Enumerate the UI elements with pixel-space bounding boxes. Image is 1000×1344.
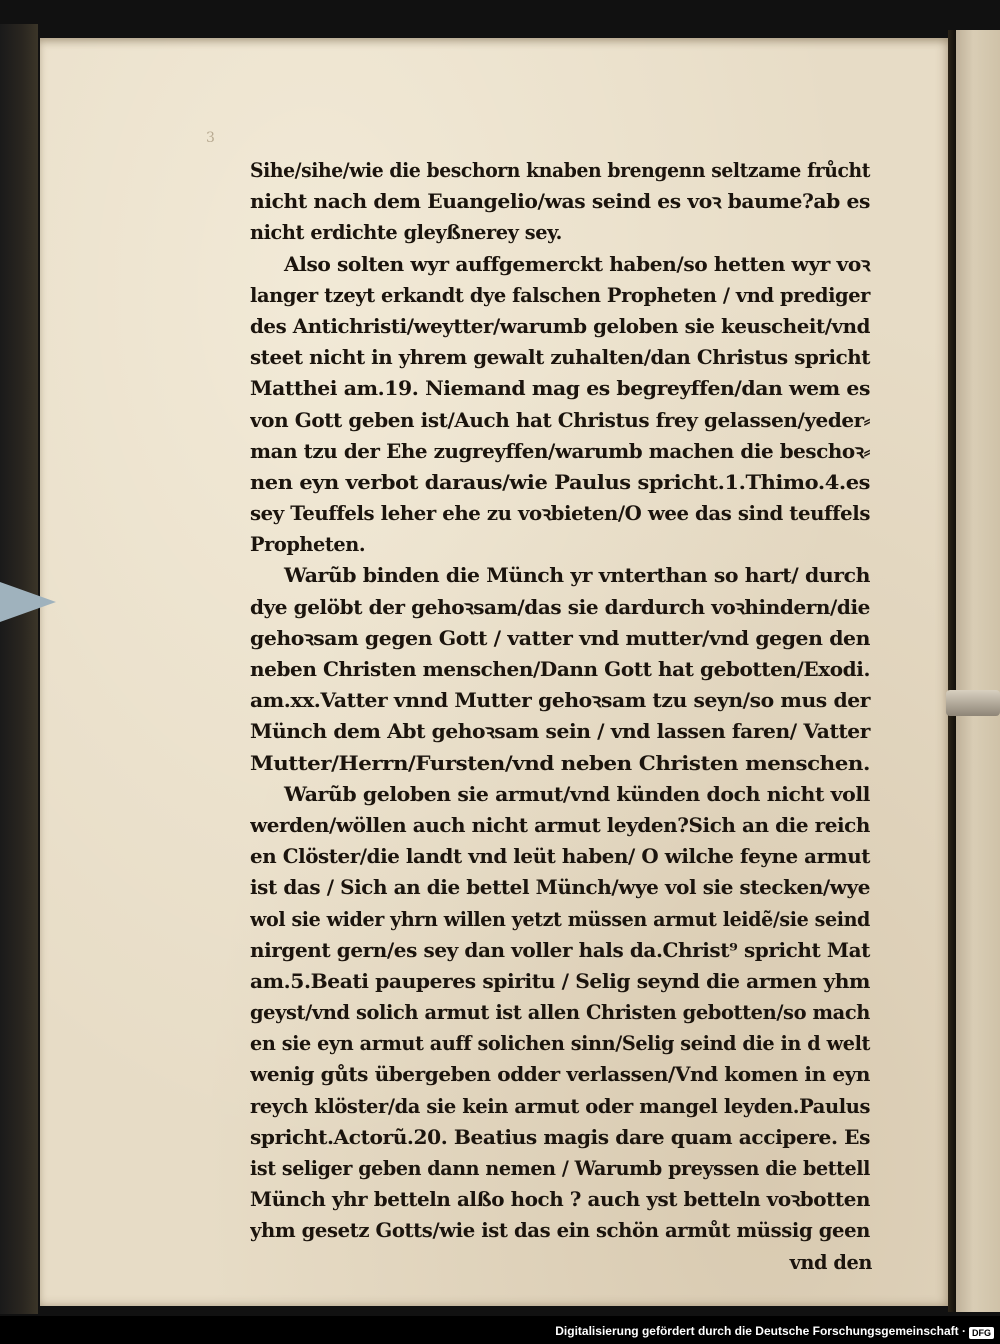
text-line: nicht erdichte gleyßnerey sey.	[250, 221, 562, 245]
text-line: des Antichristi/weytter/warumb geloben sie keuscheit/vnd	[250, 314, 870, 338]
bookmark-tab-icon	[0, 582, 56, 622]
text-line: neben Christen menschen/Dann Gott hat gebotten/Exodi.	[250, 658, 870, 681]
funding-credit: Digitalisierung gefördert durch die Deutsche Forschungsgemeinschaft ·	[555, 1324, 966, 1338]
facing-page-edge-right	[956, 30, 1000, 1312]
text-line: man tzu der Ehe zugreyffen/warumb machen die beschoꝛ⸗	[250, 439, 870, 463]
text-line: spricht.Actorũ.20. Beatius magis dare quam accipere. Es	[250, 1125, 870, 1149]
text-line: werden/wöllen auch nicht armut leyden?Sich an die reich	[250, 813, 870, 837]
footer-bar	[0, 1316, 1000, 1344]
text-line: nen eyn verbot daraus/wie Paulus spricht.1.Thimo.4.es	[250, 470, 870, 494]
binding-clip-icon	[946, 690, 1000, 716]
text-line: am.xx.Vatter vnnd Mutter gehoꝛsam tzu seyn/so mus der	[250, 689, 870, 713]
text-line: von Gott geben ist/Auch hat Christus frey gelassen/yeder⸗	[250, 408, 870, 432]
text-line: yhm gesetz Gotts/wie ist das ein schön armůt müssig geen	[250, 1219, 870, 1243]
dfg-logo: DFG	[969, 1327, 994, 1339]
text-line: nirgent gern/es sey dan voller hals da.Christ⁹ spricht Mat	[250, 938, 870, 962]
text-line: steet nicht in yhrem gewalt zuhalten/dan Christus spricht	[250, 346, 870, 370]
text-line: nicht nach dem Euangelio/was seind es voꝛ baume?ab es	[250, 190, 870, 214]
text-line: Sihe/sihe/wie die beschorn knaben brengenn seltzame frůcht	[250, 159, 870, 182]
text-line: Mutter/Herrn/Fursten/vnd neben Christen menschen.	[250, 751, 870, 775]
text-line: Matthei am.19. Niemand mag es begreyffen/dan wem es	[250, 377, 870, 401]
text-line: Warũb geloben sie armut/vnd künden doch nicht voll	[284, 782, 870, 806]
text-line: Propheten.	[250, 533, 366, 557]
text-line: geyst/vnd solich armut ist allen Christen gebotten/so mach	[250, 1001, 870, 1025]
page-mark: 3	[206, 130, 216, 146]
text-line: sey Teuffels leher ehe zu voꝛbieten/O wee das sind teuffels	[250, 502, 870, 526]
text-line: en Clöster/die landt vnd leüt haben/ O wilche feyne armut	[250, 845, 870, 869]
text-line: reych klöster/da sie kein armut oder mangel leyden.Paulus	[250, 1094, 870, 1118]
text-line: am.5.Beati pauperes spiritu / Selig seynd die armen yhm	[250, 969, 870, 993]
text-line: en sie eyn armut auff solichen sinn/Selig seind die in d welt	[250, 1032, 870, 1056]
text-line: Warũb binden die Münch yr vnterthan so hart/ durch	[284, 564, 870, 588]
text-line: wol sie wider yhrn willen yetzt müssen armut leidẽ/sie seind	[250, 907, 870, 931]
text-line: ist das / Sich an die bettel Münch/wye vol sie stecken/wye	[250, 876, 870, 900]
catchword: vnd den	[789, 1250, 872, 1274]
text-line: dye gelöbt der gehoꝛsam/das sie dardurch voꝛhindern/die	[250, 595, 870, 619]
text-line: ist seliger geben dann nemen / Warumb preyssen die bettell	[250, 1157, 870, 1180]
text-line: Münch yhr betteln alßo hoch ? auch yst betteln voꝛbotten	[250, 1188, 870, 1212]
text-line: Also solten wyr auffgemerckt haben/so hetten wyr voꝛ	[284, 252, 870, 276]
text-line: wenig gůts übergeben odder verlassen/Vnd komen in eyn	[250, 1063, 871, 1087]
text-block	[250, 155, 880, 1278]
text-line: Münch dem Abt gehoꝛsam sein / vnd lassen faren/ Vatter	[250, 720, 870, 744]
text-line: langer tzeyt erkandt dye falschen Propheten / vnd prediger	[250, 283, 870, 307]
facing-page-edge-left	[0, 24, 38, 1314]
text-line: gehoꝛsam gegen Gott / vatter vnd mutter/vnd gegen den	[250, 626, 870, 650]
